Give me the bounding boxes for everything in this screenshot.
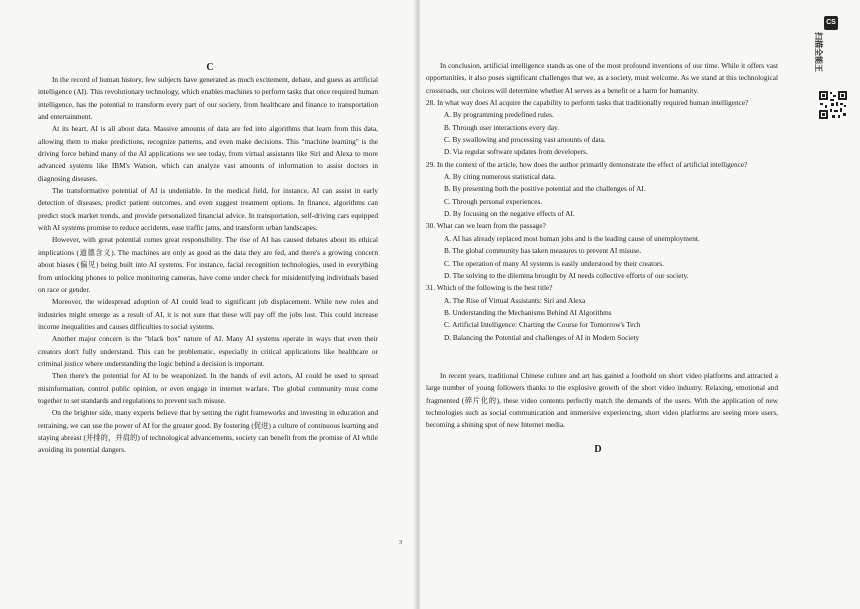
passage-d-paragraph: In recent years, traditional Chinese culture and art has gained a foothold on short video platforms and attracted a large number of young followers thanks to the explosive growth of the short video industry. Relaxing, emotional and fragmented (碎片化的), these video contents perfectly match the demands of the users. With the application of new technologies such as social communication and immersive experiencing, short video platforms are seeing more users, becoming a shining spot of new Internet media. [426,370,778,430]
passage-c-paragraph-3: The transformative potential of AI is undeniable. In the medical field, for instance, AI can assist in early detection of diseases, predict patient outcomes, and even suggest treatment options. In finance, algorithms can predict stock market trends, and provide personalized financial advice. In transportation, self-driving cars equipped with AI systems promise to reduce accidents, ease traffic jams, and transform urban landscapes. [38,186,378,233]
section-d-heading: D [594,444,602,455]
camscanner-logo: CS [824,16,838,30]
option-a: A. By programming predefined rules. [444,110,554,120]
passage-c-paragraph-4: However, with great potential comes great responsibility. The rise of AI has caused debates about its ethical implications (道德含义). The machines are only as good as the data they are fed, and there's a growing concern about biases (偏见) being built into AI systems. For instance, facial recognition technologies, used in everything from unlocking phones to police monitoring cameras, have come under check for misidentifying individuals based on race or gender. [38,235,378,294]
question-30 [426,220,778,282]
passage-c-paragraph-7: Then there's the potential for AI to be weaponized. In the hands of evil actors, AI could be used to spread misinformation, control public opinion, or even engage in internet warfare. The global community must come together to set standards and regulations to prevent such misuse. [38,371,378,405]
page-number: 3 [399,540,402,546]
left-page [0,0,418,609]
option-a: A. By citing numerous statistical data. [444,172,556,182]
option-a: A. AI has already replaced most human jobs and is the leading cause of unemployment. [444,233,700,243]
passage-c-paragraph-1: In the record of human history, few subjects have generated as much excitement, debate, and guess as artificial intelligence (AI). This revolutionary technology, which enables machines to perform tasks that once required human intelligence, has the potential to transform every part of our society, from healthcare and finance to transportation and entertainment. [38,75,378,122]
question-29 [426,159,778,221]
conclusion-paragraph: In conclusion, artificial intelligence stands as one of the most profound inventions of our time. While it offers vast opportunities, it also poses significant challenges that we, as a society, must welcome. As we stand at this technological crossroads, our choices will determine whether AI serves as a benefit or a harm for humanity. [426,61,778,95]
option-c: C. By swallowing and processing vast amounts of data. [444,135,606,145]
option-d: D. By focusing on the negative effects of AI. [444,209,575,219]
passage-c-body [38,60,378,457]
option-c: C. Through personal experiences. [444,196,543,206]
question-stem: 30. What can we learn from the passage? [426,221,546,231]
question-28 [426,97,778,159]
right-column [426,60,778,432]
option-a: A. The Rise of Virtual Assistants: Siri and Alexa [444,295,586,305]
option-d: D. The solving to the dilemma brought by AI needs collective efforts of our society. [444,270,689,280]
right-page [420,0,860,609]
passage-c-paragraph-8: On the brighter side, many experts believe that by setting the right frameworks and investing in education and retraining, we can use the power of AI for the greater good. By fostering (促进) a culture of continuous learning and staying abreast (并排的，并肩的) of technological advancements, society can benefit from the promise of AI while avoiding its potential dangers. [38,408,378,455]
qr-code-icon [818,90,848,120]
option-b: B. Through user interactions every day. [444,122,560,132]
passage-c-paragraph-2: At its heart, AI is all about data. Massive amounts of data are fed into algorithms that learn from this data, allowing them to make predictions, recognize patterns, and even make decisions. This "machine learning" is the driving force behind many of the AI applications we see today, from virtual assistants like Siri and Alexa to more advanced systems like IBM's Watson, which can analyze vast amounts of information to assist doctors in diagnosing diseases. [38,124,378,183]
option-c: C. Artificial Intelligence: Charting the Course for Tomorrow's Tech [444,320,641,330]
passage-c-paragraph-5: Moreover, the widespread adoption of AI could lead to significant job displacement. While new roles and industries might emerge as a result of AI, it is not sure that these will pay off the jobs lost. This could increase income inequalities and causes difficulties to social systems. [38,297,378,331]
option-c: C. The operation of many AI systems is easily understood by their creators. [444,258,664,268]
question-31 [426,282,778,344]
question-stem: 31. Which of the following is the best title? [426,283,553,293]
option-b: B. By presenting both the positive potential and the challenges of AI. [444,184,646,194]
option-b: B. Understanding the Mechanisms Behind AI Algorithms [444,307,612,317]
question-stem: 28. In what way does AI acquire the capability to perform tasks that traditionally required human intelligence? [426,98,749,108]
section-c-heading: C [206,62,214,73]
scanner-watermark: 扫描全能王 [814,32,823,72]
option-d: D. Balancing the Potential and challenges of AI in Modern Society [444,332,640,342]
option-d: D. Via regular software updates from developers. [444,147,588,157]
question-stem: 29. In the context of the article, how does the author primarily demonstrate the effect of artificial intelligence? [426,159,748,169]
passage-c-paragraph-6: Another major concern is the "black box" nature of AI. Many AI systems operate in ways that even their creators don't fully understand. This can be problematic, especially in critical applications like healthcare or criminal justice where understanding the logic behind a decision is important. [38,334,378,368]
option-b: B. The global community has taken measures to prevent AI misuse. [444,246,642,256]
